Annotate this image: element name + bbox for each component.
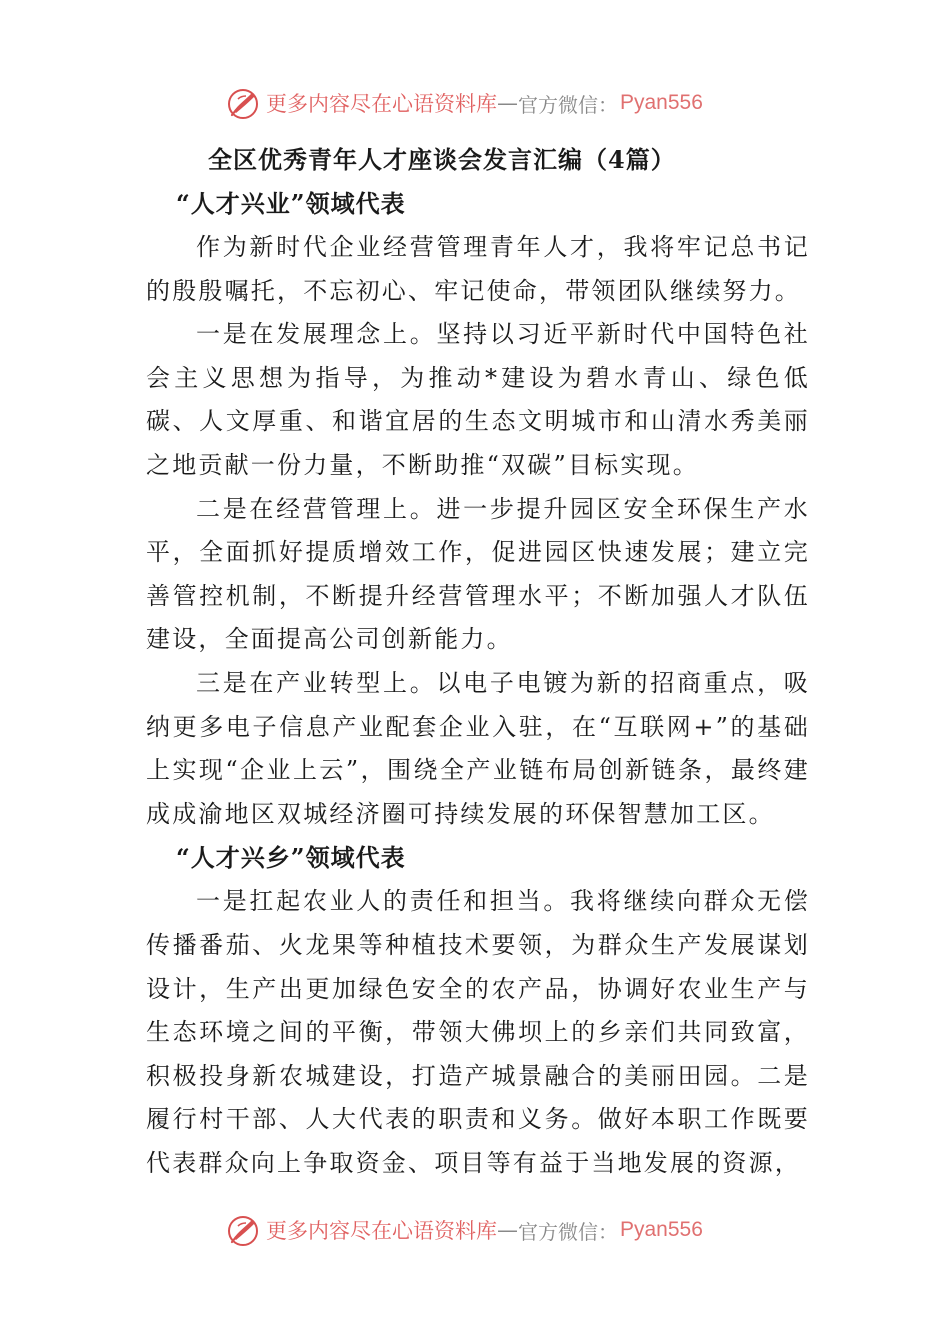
watermark-official-text: 官方微信： [518,1219,618,1244]
section-heading: “人才兴业”领域代表 [176,189,406,218]
paragraph: 一是扛起农业人的责任和担当。我将继续向群众无偿传播番茄、火龙果等种植技术要领，为群众生产发展谋划设计，生产出更加绿色安全的农产品，协调好农业生产与生态环境之间的平衡，带领大佛坝上的乡亲们共同致富，积极投身新农城建设，打造产城景融合的美丽田园。二是履行村干部、人大代表的职责和义务。做好本职工作既要代表群众向上争取资金、项目等有益于当地发展的资源， [146,887,810,1177]
document-body [146,138,810,1185]
paragraph: 二是在经营管理上。进一步提升园区安全环保生产水平，全面抓好提质增效工作，促进园区快速发展；建立完善管控机制，不断提升经营管理水平；不断加强人才队伍建设，全面提高公司创新能力。 [146,494,810,654]
watermark-library-text: 更多内容尽在心语资料库 [266,92,497,116]
watermark-header [226,83,703,123]
paragraph: 作为新时代企业经营管理青年人才，我将牢记总书记的殷殷嘱托，不忘初心、牢记使命，带领团队继续努力。 [146,233,810,305]
watermark-footer [226,1210,703,1250]
watermark-wechat-id: Pyan556 [620,91,703,114]
pen-logo-icon [226,1212,262,1248]
watermark-library-text: 更多内容尽在心语资料库 [266,1219,497,1243]
paragraph: 一是在发展理念上。坚持以习近平新时代中国特色社会主义思想为指导，为推动*建设为碧水青山、绿色低碳、人文厚重、和谐宜居的生态文明城市和山清水秀美丽之地贡献一份力量，不断助推“双碳”目标实现。 [146,320,810,479]
watermark-dash: — [497,91,518,115]
pen-logo-icon [226,85,262,121]
watermark-wechat-id: Pyan556 [620,1218,703,1241]
watermark-official-text: 官方微信： [518,92,618,117]
paragraph: 三是在产业转型上。以电子电镀为新的招商重点，吸纳更多电子信息产业配套企业入驻，在“互联网+”的基础上实现“企业上云”，围绕全产业链布局创新链条，最终建成成渝地区双城经济圈可持续发展的环保智慧加工区。 [146,668,810,828]
section-rural [146,836,810,1185]
section-heading: “人才兴乡”领域代表 [176,843,406,873]
section-industry [146,182,810,836]
document-title: 全区优秀青年人才座谈会发言汇编（4篇） [208,145,676,174]
watermark-dash: — [497,1218,518,1242]
